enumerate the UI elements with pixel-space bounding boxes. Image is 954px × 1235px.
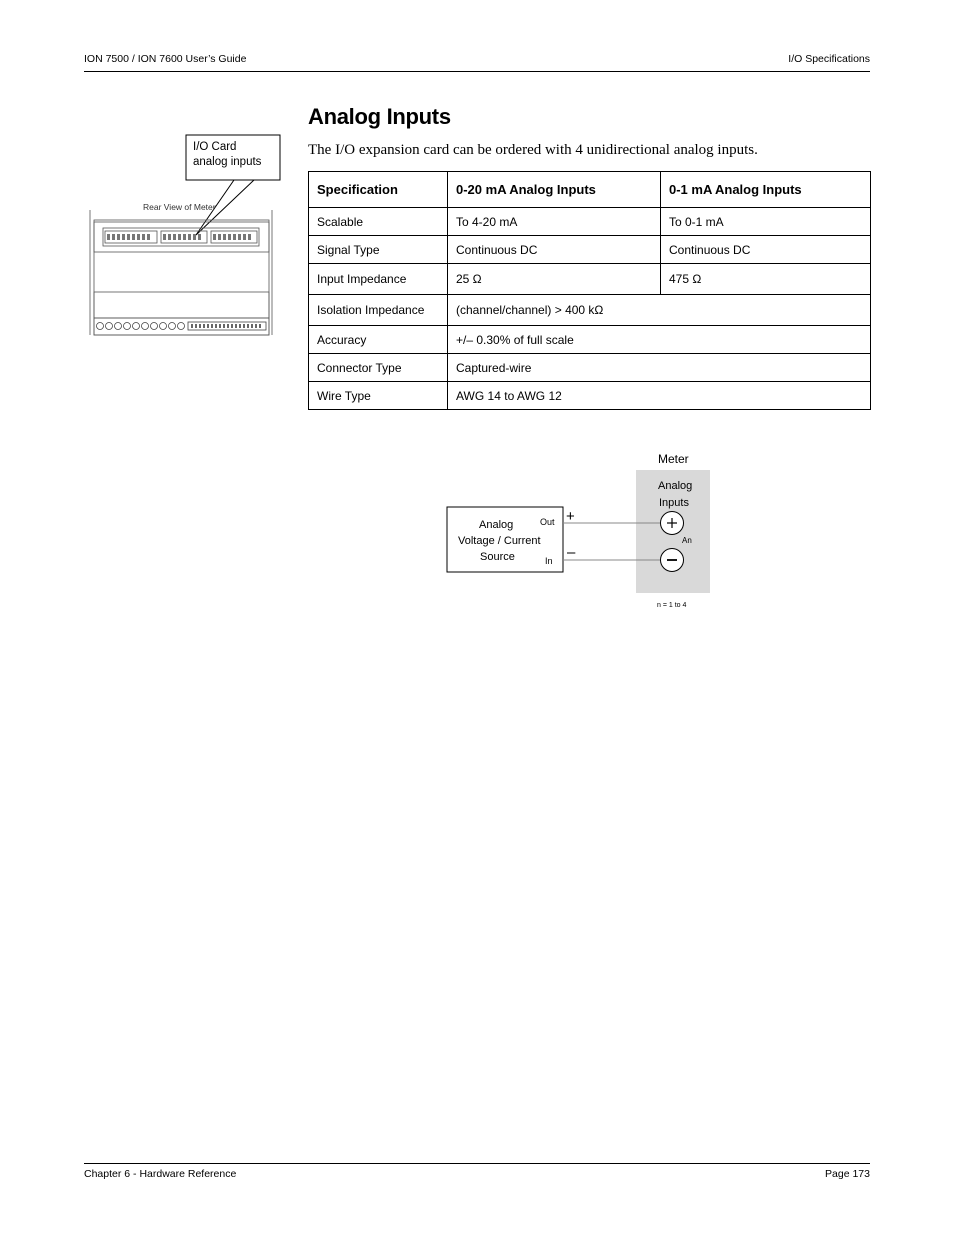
terminal-row-pins [191,324,261,328]
analog-inputs-label-1: Analog [658,480,693,492]
table-cell: Accuracy [309,326,448,354]
rear-view-caption: Rear View of Meter [143,202,216,212]
in-terminal-label: In [545,556,553,566]
footer-page-number: Page 173 [825,1168,870,1180]
table-header-row [309,172,871,208]
page-title: Analog Inputs [308,104,451,129]
rear-view-figure [84,130,284,340]
header-rule [84,71,870,72]
table-cell: Connector Type [309,354,448,382]
table-header-cell: 0-1 mA Analog Inputs [661,172,871,208]
table-cell: Isolation Impedance [309,295,448,326]
table-cell: Signal Type [309,236,448,264]
table-cell: Wire Type [309,382,448,410]
table-cell: To 4-20 mA [448,208,661,236]
table-cell: Input Impedance [309,264,448,295]
terminal-an-label: An [682,536,692,545]
range-note: n = 1 to 4 [657,602,687,609]
meter-rear-outline [90,210,272,335]
header-section-title: I/O Specifications [788,53,870,65]
intro-paragraph: The I/O expansion card can be ordered with 4 unidirectional analog inputs. [308,142,758,158]
callout-line-2: analog inputs [193,156,262,168]
analog-inputs-spec-table [308,171,871,410]
plus-sign: + [566,508,575,525]
table-cell: Captured-wire [448,354,871,382]
table-row [309,264,871,295]
table-cell: +/– 0.30% of full scale [448,326,871,354]
table-cell: AWG 14 to AWG 12 [448,382,871,410]
source-label-3: Source [480,551,515,563]
table-cell: To 0-1 mA [661,208,871,236]
table-row [309,295,871,326]
terminal-row-top [107,234,251,240]
table-row [309,354,871,382]
header-guide-title: ION 7500 / ION 7600 User’s Guide [84,53,247,65]
source-label-1: Analog [479,519,514,531]
table-cell: Continuous DC [448,236,661,264]
footer-chapter: Chapter 6 - Hardware Reference [84,1168,237,1180]
footer-rule [84,1163,870,1164]
table-row [309,208,871,236]
out-terminal-label: Out [540,517,555,527]
table-cell: Scalable [309,208,448,236]
table-cell: 475 Ω [661,264,871,295]
table-row [309,382,871,410]
table-cell: Continuous DC [661,236,871,264]
source-label-2: Voltage / Current [458,535,541,547]
minus-sign: – [567,544,576,561]
table-cell: (channel/channel) > 400 kΩ [448,295,871,326]
callout-line-1: I/O Card [193,141,237,153]
table-header-cell: 0-20 mA Analog Inputs [448,172,661,208]
table-cell: 25 Ω [448,264,661,295]
table-row [309,236,871,264]
meter-label: Meter [658,452,689,466]
analog-inputs-label-2: Inputs [659,497,689,509]
wiring-diagram [440,445,730,620]
table-row [309,326,871,354]
table-header-cell: Specification [309,172,448,208]
